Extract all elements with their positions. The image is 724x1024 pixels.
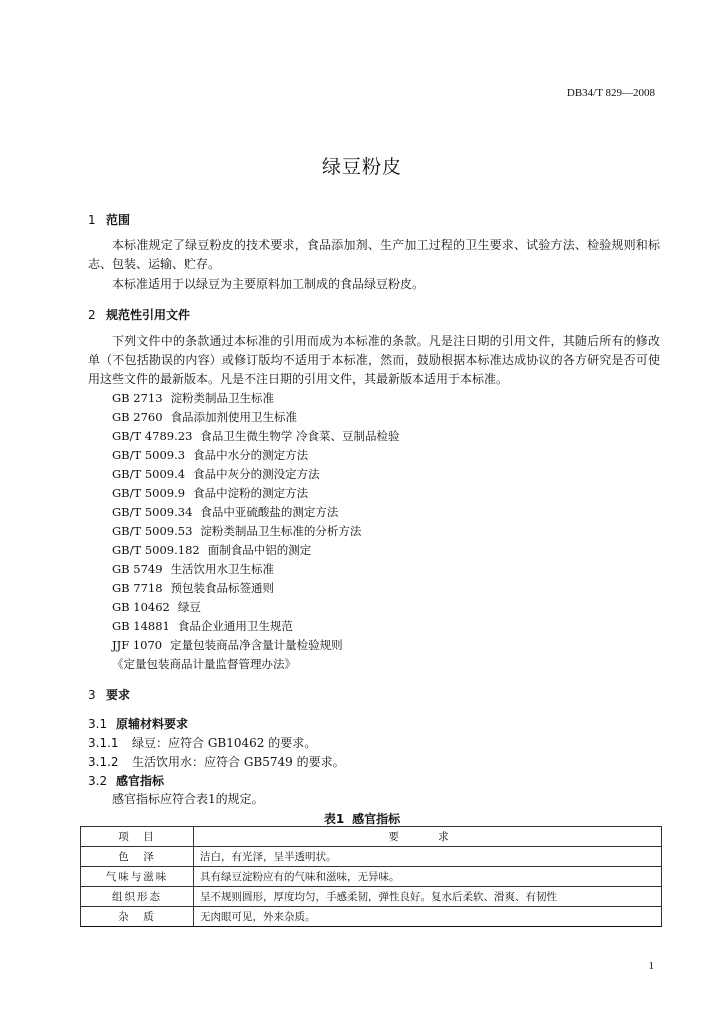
- section-3-2-text: 感官指标应符合表1的规定。: [112, 792, 264, 806]
- reference-code: GB 5749: [112, 562, 163, 576]
- reference-name: 食品中亚硫酸盐的测定方法: [200, 505, 339, 519]
- standard-code: DB34/T 829—2008: [566, 87, 655, 99]
- row-item: 组织形态: [81, 887, 194, 907]
- reference-name: 面制食品中铝的测定: [207, 543, 312, 557]
- reference-name: 绿豆: [177, 600, 201, 614]
- reference-item: [112, 656, 296, 672]
- section-number: 3: [88, 688, 96, 702]
- header-item: 项 目: [81, 827, 194, 847]
- document-title: 绿豆粉皮: [321, 156, 402, 178]
- reference-item: [112, 390, 274, 406]
- reference-code: GB/T 5009.53: [112, 524, 193, 538]
- reference-item: [112, 618, 293, 634]
- clause-number: 3.1.2: [88, 755, 119, 769]
- table-row: [81, 887, 662, 907]
- header-requirement: 要 求: [194, 827, 662, 847]
- section-3-2-heading: [88, 772, 164, 789]
- reference-item: [112, 485, 308, 501]
- section-title: 规范性引用文件: [106, 308, 191, 322]
- row-item: 杂 质: [81, 907, 194, 927]
- row-item: 色 泽: [81, 847, 194, 867]
- section-2-heading: [88, 306, 190, 323]
- reference-name: 食品添加剂使用卫生标准: [170, 410, 298, 424]
- reference-code: GB 2760: [112, 410, 163, 424]
- section-1-para-1: 本标准规定了绿豆粉皮的技术要求，食品添加剂、生产加工过程的卫生要求、试验方法、检验规则和标志、包装、运输、贮存。: [88, 238, 660, 271]
- sensory-table: [80, 826, 662, 927]
- reference-item: [112, 542, 311, 558]
- row-requirement: 无肉眼可见，外来杂质。: [194, 907, 662, 927]
- table-row: [81, 867, 662, 887]
- table-row: [81, 847, 662, 867]
- section-2-intro: 下列文件中的条款通过本标准的引用而成为本标准的条款。凡是注日期的引用文件，其随后所有的修改单（不包括勘误的内容）或修订版均不适用于本标准，然而，鼓励根据本标准达成协议的各方研究是否可使用这些文件的最新版本。凡是不注日期的引用文件，其最新版本适用于本标准。: [88, 334, 660, 386]
- table-label: 表1: [323, 812, 345, 826]
- reference-code: GB/T 5009.3: [112, 448, 186, 462]
- reference-item: [112, 580, 274, 596]
- section-title: 感官指标: [116, 774, 165, 788]
- table-header-row: [81, 827, 662, 847]
- section-title: 范围: [106, 213, 131, 227]
- reference-name: 食品企业通用卫生规范: [177, 619, 293, 633]
- reference-item: [112, 504, 338, 520]
- section-3-1-heading: [88, 715, 188, 732]
- reference-code: GB/T 5009.182: [112, 543, 200, 557]
- reference-item: [112, 599, 201, 615]
- reference-code: GB/T 5009.34: [112, 505, 193, 519]
- section-3-heading: [88, 686, 130, 703]
- page-number: 1: [648, 960, 654, 972]
- section-number: 1: [88, 213, 96, 227]
- reference-name: 定量包装商品净含量计量检验规则: [170, 638, 343, 652]
- reference-item: [112, 523, 361, 539]
- clause-3-1-1: [88, 734, 316, 751]
- reference-code: GB/T 5009.9: [112, 486, 186, 500]
- section-number: 3.2: [88, 774, 108, 788]
- reference-item: [112, 637, 343, 653]
- reference-item: [112, 409, 297, 425]
- reference-code: GB 10462: [112, 600, 170, 614]
- table-row: [81, 907, 662, 927]
- clause-text: 绿豆：应符合 GB10462 的要求。: [132, 736, 317, 750]
- section-title: 原辅材料要求: [116, 717, 189, 731]
- clause-number: 3.1.1: [88, 736, 119, 750]
- section-number: 2: [88, 308, 96, 322]
- reference-code: GB 14881: [112, 619, 170, 633]
- reference-name: 食品卫生微生物学 冷食菜、豆制品检验: [200, 429, 400, 443]
- clause-text: 生活饮用水：应符合 GB5749 的要求。: [132, 755, 345, 769]
- reference-name: 预包装食品标签通则: [170, 581, 275, 595]
- clause-3-1-2: [88, 753, 345, 770]
- section-number: 3.1: [88, 717, 108, 731]
- reference-code: GB/T 5009.4: [112, 467, 186, 481]
- section-title: 要求: [106, 688, 131, 702]
- row-requirement: 洁白，有光泽，呈半透明状。: [194, 847, 662, 867]
- reference-item: [112, 466, 320, 482]
- reference-name: 生活饮用水卫生标准: [170, 562, 275, 576]
- reference-name: 食品中水分的测定方法: [193, 448, 309, 462]
- section-1-heading: [88, 211, 130, 228]
- reference-code: GB 2713: [112, 391, 163, 405]
- reference-item: [112, 428, 400, 444]
- row-requirement: 呈不规则圆形，厚度均匀，手感柔韧，弹性良好。复水后柔软、滑爽、有韧性: [194, 887, 662, 907]
- row-requirement: 具有绿豆淀粉应有的气味和滋味，无异味。: [194, 867, 662, 887]
- reference-name: 淀粉类制品卫生标准: [170, 391, 275, 405]
- reference-code: GB 7718: [112, 581, 163, 595]
- table-title: 感官指标: [352, 812, 401, 826]
- reference-item: [112, 447, 308, 463]
- section-1-para-2: 本标准适用于以绿豆为主要原料加工制成的食品绿豆粉皮。: [112, 277, 425, 291]
- reference-name: 食品中灰分的测没定方法: [193, 467, 320, 481]
- reference-item: [112, 561, 274, 577]
- reference-name: 《定量包装商品计量监督管理办法》: [112, 657, 296, 671]
- row-item: 气味与滋味: [81, 867, 194, 887]
- reference-code: GB/T 4789.23: [112, 429, 193, 443]
- reference-name: 食品中淀粉的测定方法: [193, 486, 309, 500]
- table-caption: [0, 810, 724, 827]
- reference-code: JJF 1070: [112, 638, 163, 652]
- reference-name: 淀粉类制品卫生标准的分析方法: [200, 524, 362, 538]
